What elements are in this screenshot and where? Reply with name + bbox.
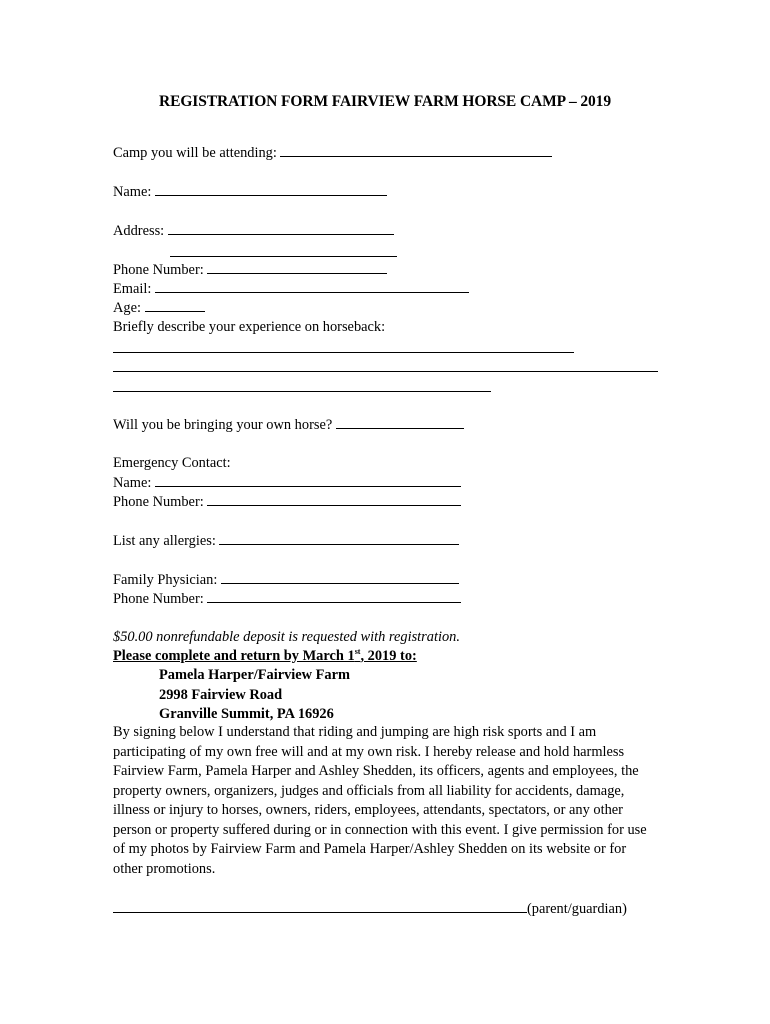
experience-field-3[interactable] — [113, 391, 491, 392]
address-field-2[interactable] — [170, 256, 397, 257]
email-label: Email: — [113, 281, 152, 297]
emergency-name-field[interactable] — [155, 473, 461, 487]
camp-label: Camp you will be attending: — [113, 145, 277, 161]
phone-field[interactable] — [207, 260, 387, 274]
physician-phone-row — [113, 589, 461, 609]
age-field[interactable] — [145, 298, 205, 312]
name-field[interactable] — [155, 182, 387, 196]
allergies-field[interactable] — [219, 531, 459, 545]
experience-field-2[interactable] — [113, 371, 658, 372]
waiver-paragraph: By signing below I understand that riding and jumping are high risk sports and I am participating of my own free will and at my own risk. I hereby release and hold harmless Fairview Farm, Pamela Harper and Ashley Shedden, its officers, agents and employees, the property owners, organizers, judges and officials from all liability for accidents, damage, illness or injury to horses, owners, riders, employees, attendants, spectators, or any other person or property suffered during or in connection with this event. I give permission for use of my photos by Fairview Farm and Pamela Harper/Ashley Shedden on its website or for other promotions. — [113, 724, 647, 877]
phone-row — [113, 260, 387, 280]
email-row — [113, 279, 469, 299]
physician-phone-label: Phone Number: — [113, 591, 204, 607]
return-instructions-date: , 2019 to: — [360, 648, 417, 664]
signature-label: (parent/guardian) — [527, 901, 627, 917]
phone-label: Phone Number: — [113, 262, 204, 278]
return-instructions-text: Please complete and return by March 1 — [113, 648, 355, 664]
age-row — [113, 298, 205, 318]
email-field[interactable] — [155, 279, 469, 293]
own-horse-row — [113, 415, 464, 435]
own-horse-label: Will you be bringing your own horse? — [113, 417, 333, 433]
name-row — [113, 182, 387, 202]
address-row — [113, 221, 394, 241]
deposit-note: $50.00 nonrefundable deposit is requested with registration. — [113, 629, 460, 645]
emergency-phone-field[interactable] — [207, 492, 461, 506]
name-label: Name: — [113, 184, 152, 200]
experience-label: Briefly describe your experience on horseback: — [113, 319, 386, 335]
signature-row — [113, 899, 627, 918]
emergency-heading: Emergency Contact: — [113, 455, 231, 471]
address-field-1[interactable] — [168, 221, 394, 235]
ordinal-suffix: st — [354, 647, 361, 657]
mail-address-line: Granville Summit, PA 16926 — [159, 706, 334, 722]
emergency-phone-row — [113, 492, 461, 512]
physician-phone-field[interactable] — [207, 589, 461, 603]
address-label: Address: — [113, 223, 165, 239]
camp-field[interactable] — [280, 143, 552, 157]
mail-address-line: Pamela Harper/Fairview Farm — [159, 667, 351, 683]
allergies-row — [113, 531, 459, 551]
physician-label: Family Physician: — [113, 572, 218, 588]
emergency-name-label: Name: — [113, 475, 152, 491]
camp-row — [113, 143, 552, 163]
physician-field[interactable] — [221, 570, 459, 584]
emergency-phone-label: Phone Number: — [113, 494, 204, 510]
emergency-name-row — [113, 473, 461, 493]
experience-field-1[interactable] — [113, 352, 574, 353]
own-horse-field[interactable] — [336, 415, 464, 429]
allergies-label: List any allergies: — [113, 533, 216, 549]
age-label: Age: — [113, 300, 141, 316]
physician-row — [113, 570, 459, 590]
form-title: REGISTRATION FORM FAIRVIEW FARM HORSE CAMP – 2019 — [159, 93, 611, 110]
mail-address-line: 2998 Fairview Road — [159, 687, 283, 703]
return-instructions — [113, 647, 417, 666]
signature-field[interactable] — [113, 899, 527, 913]
